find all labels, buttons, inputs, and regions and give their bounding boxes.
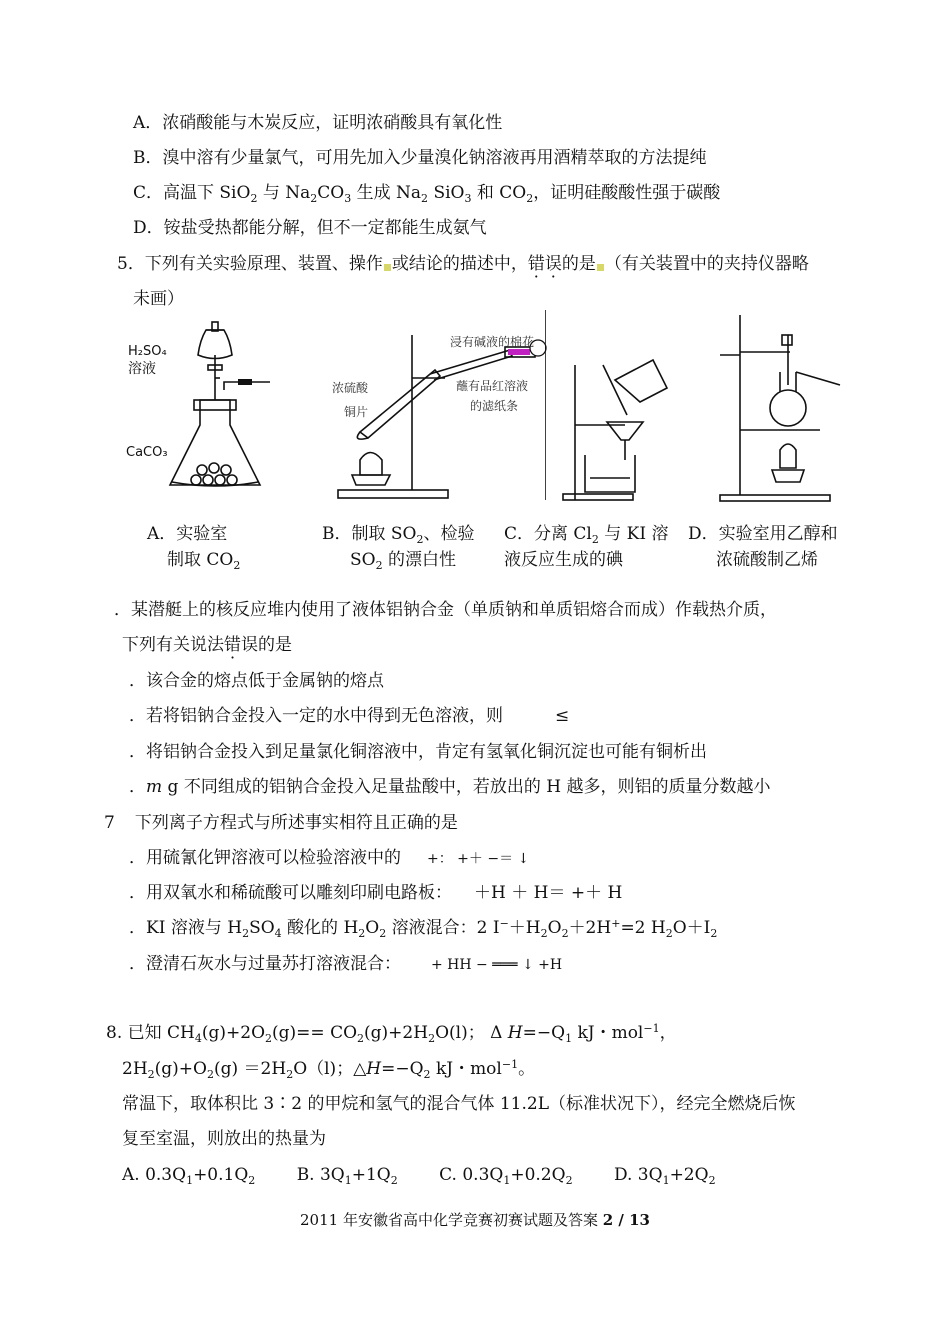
q8-option-d: D. $3Q_1+2Q_2$: [613, 1165, 716, 1187]
q6-option-c: ．将铝钠合金投入到足量氯化铜溶液中，肯定有氢氧化铜沉淀也可能有铜析出: [129, 742, 707, 762]
q8-option-c: C. $0.3Q_1+0.2Q_2$: [439, 1165, 573, 1187]
q6-option-a: ．该合金的熔点低于金属钠的熔点: [129, 671, 384, 691]
fig-b-label-copper: 铜片: [344, 405, 369, 419]
caption-d: D．实验室用乙醇和 浓硫酸制乙烯: [688, 524, 838, 570]
q5-stem: 5．下列有关实验原理、装置、操作 或结论的描述中，错误的是 （有关装置中的夹持仪器略: [117, 254, 809, 274]
q8-options: [122, 1164, 716, 1186]
q4-option-b: B．溴中溶有少量氯气，可用先加入少量溴化钠溶液再用酒精萃取的方法提纯: [133, 148, 707, 168]
fig-a-label-solution: 溶液: [128, 361, 156, 377]
q4-option-d: D．铵盐受热都能分解，但不一定都能生成氨气: [133, 218, 487, 238]
fig-b-label-cotton: 浸有碱液的棉花: [450, 335, 535, 349]
caption-c: C．分离 $Cl_2$ 与 KI 溶 液反应生成的碘: [504, 524, 669, 570]
q6-stem: ．某潜艇上的核反应堆内使用了液体铝钠合金（单质钠和单质铝熔合而成）作载热介质，: [114, 600, 777, 620]
figure-d-apparatus: [710, 310, 850, 505]
fig-b-label-acid: 浓硫酸: [332, 381, 369, 395]
q6-stem-line2: 下列有关说法错误的是: [122, 635, 292, 655]
q7-option-b: ．用双氧水和稀硫酸可以雕刻印刷电路板： ＋H ＋ H＝ +＋ H: [129, 883, 623, 903]
q8-line4: 复至室温，则放出的热量为: [122, 1129, 326, 1149]
figure-c-apparatus: [545, 310, 680, 505]
fig-a-label-h2so4: H₂SO₄: [128, 344, 167, 359]
caption-a: A．实验室 制取 $CO_2$: [147, 524, 241, 572]
fig-b-label-paper2: 的滤纸条: [470, 399, 519, 413]
q8-line3: 常温下，取体积比 3∶2 的甲烷和氢气的混合气体 11.2L（标准状况下），经完全燃烧后恢: [122, 1094, 796, 1114]
page-footer: 2011 年安徽省高中化学竞赛初赛试题及答案 2 / 13: [300, 1211, 650, 1229]
figure-a-apparatus: [120, 310, 280, 510]
q8-line2: $2H_2(g)+O_2(g) =2H_2O(l)$；$\triangle H=-Q_2$ kJ・mol$^{-1}$。: [122, 1058, 536, 1081]
q4-option-c: C．高温下 SiO$_2$ 与 $Na_2CO_3$ 生成 $Na_2$ SiO$_3$ 和 $CO_2$，证明硅酸酸性强于碳酸: [133, 183, 721, 205]
page-number: 2 / 13: [602, 1211, 650, 1229]
q7-option-a: ．用硫氰化钾溶液可以检验溶液中的 +： +＋ −＝ ↓: [129, 848, 530, 868]
q7-option-c: ．KI 溶液与 $H_2SO_4$ 酸化的 $H_2O_2$ 溶液混合：2 $I^-+H_2O_2+2H^+=2$ $H_2O+I_2$: [129, 917, 718, 940]
figure-b-apparatus: [330, 310, 550, 505]
q5-stem-line2: 未画）: [133, 289, 184, 309]
q7-option-d: ．澄清石灰水与过量苏打溶液混合： + HH − ═══ ↓ +H: [129, 954, 563, 974]
q8-option-b: B. $3Q_1+1Q_2$: [296, 1165, 398, 1187]
q8-option-a: A. $0.3Q_1+0.1Q_2$: [122, 1165, 256, 1187]
fig-b-label-paper1: 蘸有品红溶液: [456, 379, 529, 393]
q7-stem: 7 下列离子方程式与所述事实相符且正确的是: [104, 813, 458, 833]
fig-a-label-caco3: CaCO₃: [126, 445, 168, 460]
q6-option-b: ．若将铝钠合金投入一定的水中得到无色溶液，则 ≤: [129, 706, 570, 726]
q8-line1: 8. 已知 $CH_4(g)+2O_2(g)== CO_2(g)+2H_2O(l)$； Δ $H=-Q_1$ kJ・mol$^{-1}$，: [106, 1022, 677, 1045]
q4-option-a: A．浓硝酸能与木炭反应，证明浓硝酸具有氧化性: [133, 113, 503, 133]
caption-b: B．制取 $SO_2$、检验 $SO_2$ 的漂白性: [322, 524, 475, 572]
q6-option-d: ．m g 不同组成的铝钠合金投入足量盐酸中，若放出的 H 越多，则铝的质量分数越小: [129, 777, 771, 797]
